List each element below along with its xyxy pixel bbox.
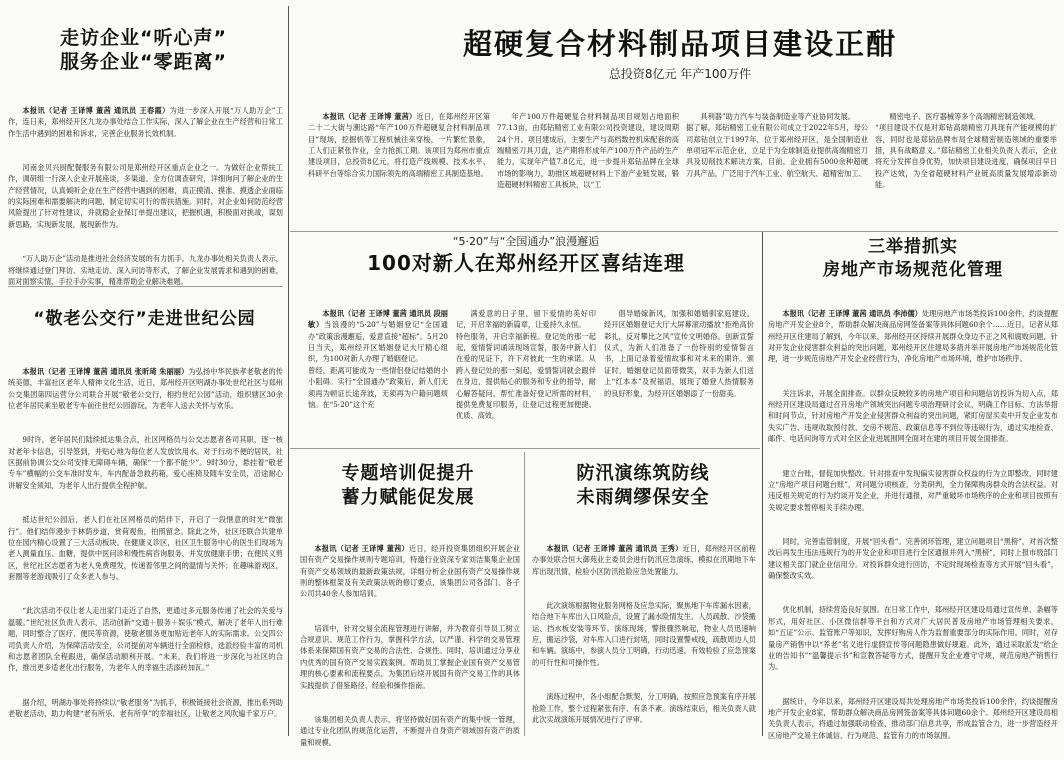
article-6-para-3: 该集团相关负责人表示，将坚持做好国有资产的集中统一管理，通过专业化团队的规范化运营，不断提升自身资产领域国有资产的质量和规模。 — [300, 714, 520, 747]
article-4-headline: 100对新人在郑州经开区喜结连理 — [367, 251, 685, 275]
article-6-para-1: 近日，经开投资集团组织开展企业国有资产交易操作规则专题培训，特邀行业资深专家刘洁集集企业国有资产交易领域的最新政策法规，详细分析企业国有资产交易操作规则的整体框架及有关政策法规的修订要点，该集团公司各部门、各子公司共40余人参加培训。 — [300, 543, 520, 599]
article-1-body — [8, 82, 283, 286]
article-6-headline-line1: 专题培训促提升 — [341, 463, 475, 484]
article-4-col-1-text: 当浪漫的“5·20”与婚姻登记“全国通办”政策浪漫邂逅，爱意直接“超标”。5月20日当天，郑州经开区婚姻登记大厅精心组织，为100对新人办理了婚姻登记。 曾经，距离可能成为一些情侣登记结婚的小小阻碍。实行“全国通办”政策后，新人们无须再为顿证长途奔波，无须再为户籍问题烦恼。在“5·20”这个充 — [308, 320, 448, 410]
article-4-col-2-text: 满爱意的日子里，留下爱情的美好印记，开启幸福的新篇章，让爱持久永恒。 特色服务，开启幸福新程。登记处的那一起起，爱情誓词诵读现场宣誓，服务中新人们在爱的见证下，许下对彼此一生的承诺。从跨入登记处的那一刻起，爱情誓词就会跟伴在身边，提供贴心的服务和专业的指导，耐心解答疑问，帮忙准备好登记所需的材料，提供免费复印服务，让登记过程更加便捷、优质、高效。 — [456, 308, 596, 421]
article-6-byline: 本报讯（记者 王译博 董茜） — [314, 543, 409, 553]
article-3-col-2 — [497, 88, 679, 226]
article-5-para-1: 处理房地产市场类投诉100余件，约谈提醒房地产开发企业8个，帮助群众解决商品房网签备案等具体问题60余个……近日，记者从郑州经开区住建局了解到，今年以来，郑州经开区持续开展群众身边不正之风和腐败问题，针对开发企业侵害群众利益的突出问题，郑州经开区住建局多措并举开展房地产市场规范化管理，进一步规范房地产开发企业经营行为，净化房地产市场环境，维护市场秩序。 — [768, 308, 1058, 364]
article-1-headline-line1: 走访企业“听心声” — [60, 27, 227, 49]
article-2-para-1: 为弘扬中华民族孝老敬老的传统美德，丰富社区老年人精神文化生活，近日，郑州经开区明湖办事处世纪社区与郑州公交集团第四运营分公司联合开展“敬老公交行，相约世纪公园”活动，组织辖区30余位老年居民乘坐敬老专车前往世纪公园游玩，为老年人送去关怀与欢乐。 — [8, 366, 283, 411]
article-3-headline: 超硬复合材料制品项目建设正酣 — [462, 27, 897, 61]
article-3-col-3 — [686, 88, 868, 226]
article-3-col-4 — [875, 88, 1057, 226]
article-2-para-3: 抵达世纪公园后，老人们在社区网格员的陪伴下，开启了一段惬意的时光“微旅行”。他们结伴漫步于林荫步道，赏荷观鱼，拍照留念。除此之外，社区还联合共建单位在园内精心设置了三大活动板块。在健康义诊区，社区卫生服务中心的医生们现场为老人测量血压、血糖，提供中医问诊和慢性病咨询服务，并发放健康手册；在便民义剪区，世纪社区志愿者为老人免费理发，传递着邻里之间的温情与关怀；在趣味游戏区，套圈等老游戏吸引了众多老人参与。 — [8, 515, 283, 582]
article-6-headline-line2: 蓄力赋能促发展 — [341, 487, 475, 508]
article-3-col-4-text: 精密电子、医疗器械等多个高端精密制造领域。 “项目建设不仅是对郑钻高端精密刀具现有产能规模的扩容，同时也是郑钻品牌布局全球精密制造领域的重要举措，具有战略意义。”郑钻精密工业相关负责人表示，企业将充分发挥自身优势，加快项目建设进度，确保项目早日投产达效，为全省超硬材料产业链高质量发展增添新动能。 — [875, 111, 1057, 190]
article-1-headline-line2: 服务企业“零距离” — [60, 51, 227, 73]
article-1-para-2: 河南金贝兴厨配餐服务有限公司是郑州经开区重点企业之一。为做好企业帮扶工作，调研组一行深入企业开展座谈，多渠道、全方位调查研究，详细询问了解企业的生产经营情况，认真倾听企业在生产经营中遇到的困难，真正摸清、摸准、摸透企业面临的实际困难和需要解决的问题，制定切实可行的帮扶措施。同时，对企业如何防范经营风险提出了针对性建议，并就稳企业保订单提出建议，把握机遇，积极面对挑战，谋划新思路，实现新发展，展现新作为。 — [8, 162, 283, 229]
article-2-headline: “敬老公交行”走进世纪公园 — [33, 309, 256, 329]
article-5-byline: 本报讯（记者 王译博 董茜 通讯员 李沛儒） — [782, 308, 922, 318]
article-4-col-2 — [456, 285, 596, 445]
article-5-para-2: 关注诉求，开展全面排查。以群众反映较多的房地产项目和问题信访投诉为切入点，郑州经开区建设局通过召开房地产领域突出问题专项治理研讨会议，明确工作目标、方法举措和时间节点，针对房地产开发企业侵害群众利益的突出问题，紧盯房屋买卖中开发企业发布失实广告、违规收取预付款、交房不规范、政策信息等不到位等违规行为，通过实地检查、邮件、电话问询等方式对全区企业进展围网全面对在建的项目开展全面排查。 — [768, 388, 1058, 444]
article-3-col-2-text: 年产100万件超硬复合材料制品项目规划占地面积77.13亩，由郑钻精密工业有限公司投资建设，建设周期24个月。项目建成后，主要生产与高档数控机床配套的高端精密刀具刀盘，达产期将形成年产100万件产品的生产能力，实现年产值7.8亿元，进一步提升郑钻品牌在全球市场的影响力，助推区域超硬材料上下游产业链发展，锻造超硬材料精密工具板块，以“工 — [497, 111, 679, 190]
article-3-subtitle: 总投资8亿元 年产100万件 — [608, 67, 752, 81]
article-1-headline — [6, 26, 281, 74]
divider-bottom-cols — [524, 452, 525, 736]
article-5-headline-line2: 房地产市场规范化管理 — [823, 260, 1003, 280]
article-7-body — [532, 520, 756, 735]
article-7-headline — [528, 462, 758, 510]
article-2-para-2: 9时许，老年居民们陆续抵达集合点，社区网格员与公交志愿者各司其职，逐一核对老年卡信息，引导签到，并贴心地为每位老人发放饮用水。对于行动不便的居民，社区据前协调公交公司安排无障碍车辆，确保“一个都不能少”。9时30分，悬挂着“敬老专车”横幅的公交车准时发车，车内配备急救药箱，爱心座椅及随车安全员，沿途耐心讲解安全须知，为老年人出行提供全程护航。 — [8, 435, 283, 490]
article-5-body — [768, 285, 1058, 740]
article-7-para-1: 近日，郑州经开区前程办事处联合恒大御苑业主委员会进行防汛应急演练，模拟在汛期地下车库出现汛情，检验小区防汛抢险应急处置能力。 — [532, 543, 756, 576]
article-4-col-3-text: 倡导婚嫁新风，加强和婚婚驯家庭建设。经开区婚姻登记大厅大屏幕滚动播放“拒绝高价彩礼，反对攀比之风”宣传文明婚俗。创新宣誓仪式，为新人们准备了一份特别的爱情誓言书，上面记录着爱情故事和对未来的期许。颁证时，婚姻登记员面带微笑，双手为新人们送上“红本本”及祝福语，展现了婚登人热情服务的良好形象，为经开区婚姻添了一份甜美。 — [604, 308, 754, 398]
article-2-byline: 本报讯（记者 王译博 董茜 通讯员 张昕琦 朱丽丽） — [22, 366, 189, 376]
article-3-col-1-text: 近日，在郑州经开区第二十二大街与潮达路“年产100万件超硬复合材料制品项目”现场，挖掘机等工程机械往来穿梭，一片繁忙景象，工人们正紧张作业，全力抢抓工期。该项目为郑州市重点建设项目，总投资8亿元，将打造产线规模、技术水平、科研平台等综合实力国际领先的高端精密工具制造基地。 — [308, 111, 490, 178]
article-2-body — [8, 343, 283, 735]
article-5-para-4: 同时，完善监管制度，开展“回头看”。完善闭环管理，建立问题项目“黑榜”，对首次整改后再发生违法违规行为的开发企业和项目进行全区通报并列入“黑榜”，同时上报市级部门建议相关部门就企业信用分。对投诉群众进行回访，不定时现场检查等方式开展“回头看”，确保整改实效。 — [768, 536, 1058, 581]
article-4-byline: 本报讯（记者 王译博 董茜 通讯员 段丽敏） — [308, 308, 448, 330]
article-5-para-6: 据统计，今年以来，郑州经开区建设局共处理房地产市场类投诉100余件，约谈提醒房地产开发企业8家，帮助群众解决商品房网签备案等具体问题60余个。郑州经开区建设局相关负责人表示，将通过加强联动检查，推动部门信息共享，形成监管合力，进一步营造经开区房地产交易主体诚信、行为规范、监管有力的市场氛围。 — [768, 696, 1058, 740]
article-7-para-3: 演练过程中，各小组配合默契，分工明确，按照应急预案有序开展抢险工作，整个过程紧张有序、有条不紊。演练结束后，相关负责人就此次实战演练开展情况进行了评审。 — [532, 692, 756, 724]
column-divider-left — [288, 6, 289, 736]
article-5-headline-line1: 三举措抓实 — [868, 237, 958, 257]
article-1-byline: 本报讯（记者 王译博 董茜 通讯员 王春霞） — [22, 105, 170, 115]
article-4-col-1 — [308, 285, 448, 445]
article-3-col-1 — [308, 88, 490, 226]
article-5-para-3: 建立台账，督促加快整改。针对排查中发现偏实侵害群众权益的行为立即整改，同时建立“房地产项目问题台账”，对问题分项核查，分类研判，全力保障购房群众的合法权益。对违反相关规定的行为约谈开发企业，并进行通报，对严重破坏市场秩序的企业和项目按照有关规定要求暂停相关手续办理。 — [768, 468, 1058, 512]
divider-top-mid — [290, 231, 1058, 232]
article-7-para-2: 此次演练根据物业服务网格及应急实际，聚焦地下车库漏水因素，结合地下车库出入口风险点，设置了漏水险情发生、人员疏散、沙袋搬运、挡水板安装等环节。演练现场，警报骤然响起，物业人员迅速响应，搬运沙袋，对车库入口进行封堵，同时设置警戒线，疏散周边人员和车辆。演练中，参演人员分工明确，行动迅速，有效检验了应急预案的可行性和可操作性。 — [532, 600, 756, 667]
article-6-headline — [296, 462, 520, 510]
article-7-headline-line1: 防汛演练筑防线 — [576, 463, 710, 484]
article-2-para-5: 据介绍，明湖办事处将持续以“敬老服务”为抓手，积极链接社会资源，推出系列助老敬老活动，助力构建“老有所乐、老有所享”的幸福社区，让敬老之风吹遍千家万户。 — [8, 697, 283, 718]
divider-mid-bottom — [290, 448, 760, 449]
article-3-col-3-text: 具利器”助力汽车与装备制造业等产业协同发展。 据了解，郑钻精密工业有限公司成立于2022年5月，母公司郑钻创立于1997年，位于郑州经开区，是全国制造业单项冠军示范企业，立足于为全球制造业提供高端精密刀具及切削技术解决方案，目前，企业拥有5000余种超硬刀具产品，广泛用于汽车工业、航空航天、超精密加工、 — [686, 111, 868, 178]
article-3-byline: 本报讯（记者 王译博 董茜） — [322, 111, 417, 121]
article-4-col-3 — [604, 285, 754, 445]
article-5-headline — [766, 236, 1060, 282]
article-2-para-4: “此次活动不仅让老人走出家门走近了自然，更通过多元服务传递了社会的关爱与温暖。”世纪社区负责人表示，活动创新“交通＋服务＋娱乐”模式，解决了老年人出行难题，同时整合了医疗、便民等资源，使敬老服务更加贴近老年人的实际需求。公交四公司负责人介绍，为保障活动安全，公司提前对车辆进行全面检修，选派经验丰富的司机和志愿者团队全程跟进，确保活动顺利开展。“未来，我们将进一步深化与社区的合作，推出更多适老化出行服务，为老年人的幸福生活添砖加瓦。” — [8, 606, 283, 673]
article-6-body — [300, 520, 520, 747]
article-1-para-1: 为进一步深入开展“万人助万企”工作，连日来，郑州经开区九龙办事处结合工作实际，深入了解企业在生产经营和日常工作生活中遇到的困难和诉求，完善企业服务长效机制。 — [8, 105, 283, 138]
column-divider-right — [762, 232, 763, 736]
article-7-headline-line2: 未雨绸缪保安全 — [576, 487, 710, 508]
article-6-para-2: 培训中，针对交易全流程管理进行讲解，并为教育引导员工树立合规意识、规范工作行为，掌握科学方法，以严谨、科学的交易管理体系来保障国有资产交易的合法性、合规性。同时，培训通过分享业内优秀的国有资产交易实践案例，帮助员工掌握企业国有资产交易管理的核心要素和流程要点，为集团后续开展国有资产交易工作的具体实践提供了借鉴路径、经验和操作指南。 — [300, 623, 520, 690]
article-7-byline: 本报讯（记者 王译博 董茜 通讯员 王秀） — [546, 543, 683, 553]
article-4-kicker: “5·20”与“全国通办”浪漫邂逅 — [452, 235, 600, 248]
article-1-para-3: “万人助万企”活动是推进社会经济发展的有力抓手。九龙办事处相关负责人表示，将继续通过登门拜访、实地走访、深入问访等形式，了解企业发展需求和遇到的困难，面对面察实情、手拉手办实事，精准帮助企业解决难题。 — [8, 254, 283, 286]
article-5-para-5: 优化机制，持续营造良好氛围。在日常工作中，郑州经开区建设局通过宣传单、条幅等形式，用好社区、小区微信群等平台和方式对广大居民普及房地产市场管理相关要求，如“五证”公示、监管账户等知识，发挥好购房人作为监督重要部分的实际作用。同时，对存量房产销售中以“养老”名义进行虚假宣传等问题隐患做好规避。此外，通过采取派发“给企业的告知书”“温馨提示书”和宣教答疑等方式，提醒开发企业遵守守规，规范房地产销售行为。 — [768, 605, 1058, 672]
